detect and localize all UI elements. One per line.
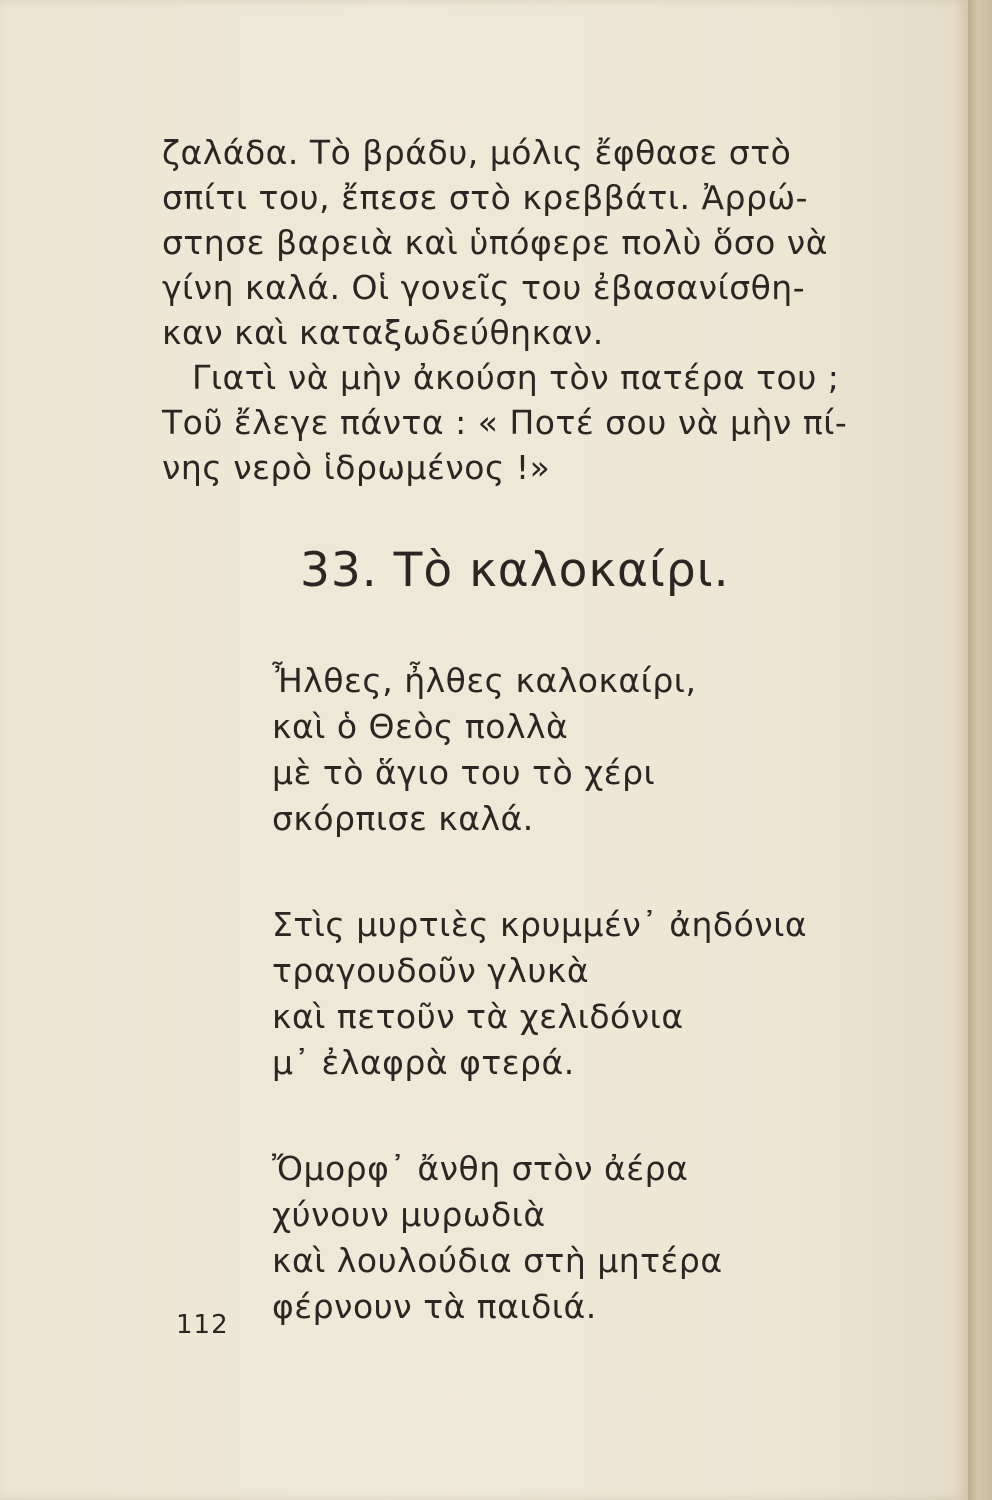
prose-paragraph-1 <box>162 130 882 355</box>
verse-line: μ᾿ ἐλαφρὰ φτερά. <box>272 1043 575 1082</box>
section-heading: 33. Τὸ καλοκαίρι. <box>300 543 730 598</box>
verse-line: σκόρπισε καλά. <box>272 799 534 838</box>
page-edge <box>968 0 992 1500</box>
verse-line: καὶ πετοῦν τὰ χελιδόνια <box>272 997 684 1036</box>
prose-line: καν καὶ καταξωδεύθηκαν. <box>162 313 604 352</box>
prose-line: στησε βαρειὰ καὶ ὑπόφερε πολὺ ὅσο νὰ <box>162 223 828 262</box>
verse-line: καὶ λουλούδια στὴ μητέρα <box>272 1241 723 1280</box>
poem-stanza-2 <box>272 902 912 1086</box>
verse-line: Ὄμορφ᾿ ἄνθη στὸν ἀέρα <box>272 1149 689 1188</box>
prose-line: Γιατὶ νὰ μὴν ἀκούση τὸν πατέρα του ; <box>192 358 840 397</box>
prose-paragraph-2 <box>162 355 882 490</box>
prose-line: Τοῦ ἔλεγε πάντα : « Ποτέ σου νὰ μὴν πί- <box>162 403 848 442</box>
page-number: 112 <box>176 1310 229 1340</box>
prose-text <box>162 130 882 490</box>
poem <box>272 658 912 1390</box>
verse-line: μὲ τὸ ἅγιο του τὸ χέρι <box>272 753 656 792</box>
prose-line: γίνη καλά. Οἱ γονεῖς του ἐβασανίσθη- <box>162 268 806 307</box>
verse-line: τραγουδοῦν γλυκὰ <box>272 951 590 990</box>
poem-stanza-1 <box>272 658 912 842</box>
prose-line: νης νερὸ ἱδρωμένος !» <box>162 448 551 487</box>
verse-line: Ἦλθες, ἦλθες καλοκαίρι, <box>272 661 697 700</box>
poem-stanza-3 <box>272 1146 912 1330</box>
verse-line: φέρνουν τὰ παιδιά. <box>272 1287 597 1326</box>
prose-line: ζαλάδα. Τὸ βράδυ, μόλις ἔφθασε στὸ <box>162 133 792 172</box>
verse-line: Στὶς μυρτιὲς κρυμμέν᾿ ἀηδόνια <box>272 905 808 944</box>
prose-line: σπίτι του, ἔπεσε στὸ κρεββάτι. Ἀρρώ- <box>162 178 808 217</box>
verse-line: καὶ ὁ Θεὸς πολλὰ <box>272 707 569 746</box>
verse-line: χύνουν μυρωδιὰ <box>272 1195 546 1234</box>
